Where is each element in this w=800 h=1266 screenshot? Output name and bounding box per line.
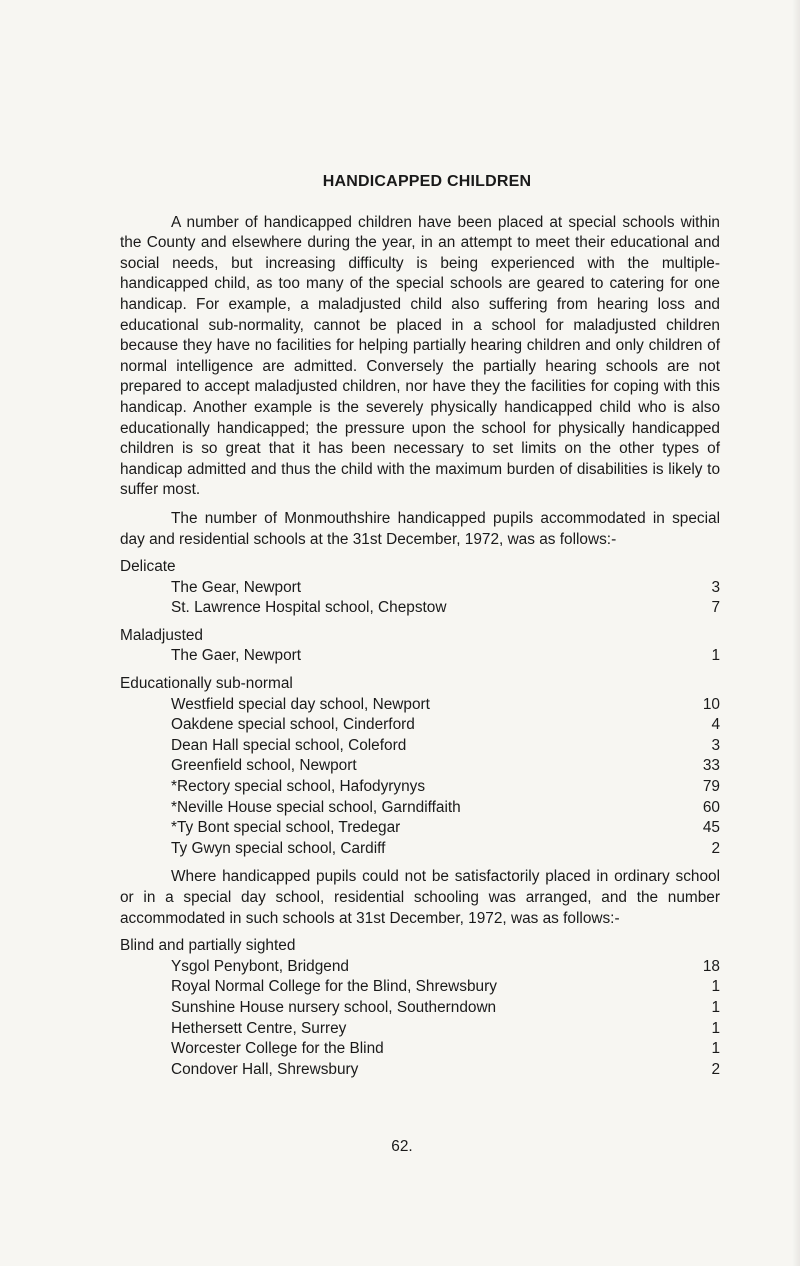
page-title: HANDICAPPED CHILDREN [322,173,532,190]
page-number: 62. [391,1138,413,1155]
school-row [120,598,720,619]
pupil-count: 18 [702,957,720,975]
school-row [120,818,720,839]
category-group [120,674,720,859]
paragraph-residential: Where handicapped pupils could not be satisfactorily placed in ordinary school or in a special day school, residential schooling was arranged, and the number accommodated in such schools at 31st December, 1972, was as follows:- [120,868,720,927]
pupil-count: 4 [711,716,720,734]
school-name: *Ty Bont special school, Tredegar [171,819,401,837]
school-row [120,695,720,716]
category-group [120,936,720,1080]
school-row [120,957,720,978]
school-name: Ty Gwyn special school, Cardiff [171,839,386,857]
category-heading: Maladjusted [120,626,203,644]
schools-list-2 [120,936,720,1080]
school-name: Hethersett Centre, Surrey [171,1019,347,1037]
paragraph-day-residential: The number of Monmouthshire handicapped pupils accommodated in special day and residential schools at the 31st December, 1972, was as follows:- [120,509,720,548]
pupil-count: 2 [711,1060,720,1078]
school-row [120,736,720,757]
school-name: Sunshine House nursery school, Southerndown [171,998,497,1016]
pupil-count: 79 [702,778,720,796]
school-name: Westfield special day school, Newport [171,695,430,713]
school-name: Ysgol Penybont, Bridgend [171,957,349,975]
school-name: Greenfield school, Newport [171,757,357,775]
pupil-count: 1 [711,978,720,996]
pupil-count: 33 [702,757,720,775]
school-row [120,756,720,777]
pupil-count: 45 [702,819,720,837]
school-name: *Neville House special school, Garndiffaith [171,798,461,816]
school-name: Dean Hall special school, Coleford [171,736,407,754]
intro-paragraph: A number of handicapped children have been placed at special schools within the County and elsewhere during the year, in an attempt to meet their educational and social needs, but increasing difficulty is being experienced with the multiple-handicapped child, as too many of the special schools are geared to catering for one handicap. For example, a maladjusted child also suffering from hearing loss and educational sub-normality, cannot be placed in a school for maladjusted children because they have no facilities for helping partially hearing children and only children of normal intelligence are admitted. Conversely the partially hearing schools are not prepared to accept maladjusted children, nor have they the facilities for coping with this handicap. Another example is the severely physically handicapped child who is also educationally handicapped; the pressure upon the school for physically handicapped children is so great that it has been necessary to set limits on the other types of handicap admitted and thus the child with the maximum burden of disabilities is likely to suffer most. [120,213,720,499]
school-name: The Gaer, Newport [171,647,302,665]
school-row [120,646,720,667]
school-row [120,1060,720,1081]
school-row [120,1039,720,1060]
school-row [120,715,720,736]
school-name: Royal Normal College for the Blind, Shrewsbury [171,978,497,996]
pupil-count: 3 [711,736,720,754]
school-row [120,578,720,599]
school-name: Oakdene special school, Cinderford [171,716,415,734]
pupil-count: 1 [711,647,720,665]
school-name: Worcester College for the Blind [171,1040,384,1058]
school-name: *Rectory special school, Hafodyrynys [171,778,426,796]
school-row [120,777,720,798]
pupil-count: 1 [711,1040,720,1058]
category-heading: Blind and partially sighted [120,937,296,955]
category-heading: Delicate [120,558,176,576]
school-name: Condover Hall, Shrewsbury [171,1060,359,1078]
school-row [120,839,720,860]
school-row [120,1019,720,1040]
school-row [120,977,720,998]
page-edge-shadow [792,0,800,1266]
pupil-count: 7 [711,599,720,617]
pupil-count: 2 [711,839,720,857]
school-name: St. Lawrence Hospital school, Chepstow [171,599,447,617]
pupil-count: 1 [711,998,720,1016]
school-row [120,798,720,819]
document-page [120,172,720,1080]
pupil-count: 3 [711,578,720,596]
pupil-count: 10 [702,695,720,713]
school-name: The Gear, Newport [171,578,302,596]
schools-list-1 [120,557,720,859]
pupil-count: 1 [711,1019,720,1037]
pupil-count: 60 [702,798,720,816]
school-row [120,998,720,1019]
category-group [120,557,720,619]
category-heading: Educationally sub-normal [120,675,293,693]
category-group [120,626,720,667]
